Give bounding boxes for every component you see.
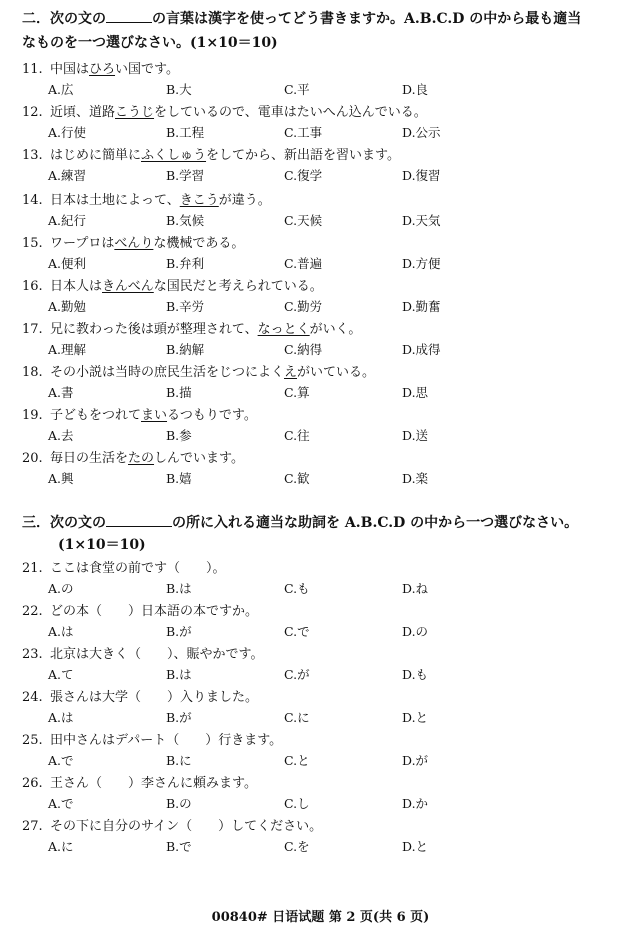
- question-21: [22, 560, 622, 578]
- question-text: はじめに簡単に: [50, 148, 142, 163]
- underlined-word: きんべん: [102, 279, 154, 294]
- section2-subtitle: なものを一つ選びなさい。(1×10＝10): [22, 35, 278, 51]
- option-c: C.復学: [284, 168, 323, 183]
- option-a: A.広: [48, 82, 74, 97]
- question-text: ここは食堂の前です（ ）。: [50, 561, 226, 576]
- question-19: [22, 407, 622, 425]
- option-d: D.公示: [402, 125, 441, 140]
- question-number: 17.: [22, 322, 43, 337]
- question-text: 兄に教わった後は頭が整理されて、: [50, 322, 258, 337]
- question-text: がいている。: [297, 365, 376, 380]
- option-a: A.興: [48, 471, 74, 486]
- option-d: D.が: [402, 753, 429, 768]
- option-b: B.気候: [166, 213, 205, 228]
- page-footer: 00840# 日语试题 第 2 页(共 6 页): [211, 910, 430, 925]
- option-a: A.練習: [48, 168, 87, 183]
- option-b: B.学習: [166, 168, 205, 183]
- option-c: C.し: [284, 796, 310, 811]
- question-13: [22, 147, 622, 165]
- question-text: な国民だと考えられている。: [153, 279, 323, 294]
- option-a: A.去: [48, 428, 74, 443]
- question-number: 23.: [22, 647, 43, 662]
- option-b: B.大: [166, 82, 192, 97]
- option-d: D.成得: [402, 342, 441, 357]
- question-text: 近頃、道路: [50, 105, 116, 120]
- question-15: [22, 235, 622, 253]
- option-c: C.天候: [284, 213, 323, 228]
- option-b: B.嬉: [166, 471, 192, 486]
- question-number: 27.: [22, 819, 43, 834]
- option-d: D.良: [402, 82, 429, 97]
- section3-title-b: の所に入れる適当な助詞を A.B.C.D の中から一つ選びなさい。: [172, 515, 579, 531]
- option-b: B.辛労: [166, 299, 205, 314]
- answer-blank: [106, 8, 152, 23]
- section2-title-a: 二．次の文の: [22, 11, 106, 27]
- question-number: 16.: [22, 279, 43, 294]
- section3-title-a: 三．次の文の: [22, 515, 106, 531]
- question-text: をしてから、新出語を習います。: [206, 148, 400, 163]
- option-b: B.参: [166, 428, 192, 443]
- option-c: C.が: [284, 667, 310, 682]
- option-c: C.勤労: [284, 299, 323, 314]
- option-d: D.天気: [402, 213, 441, 228]
- answer-blank: [106, 512, 172, 527]
- option-a: A.紀行: [48, 213, 87, 228]
- question-14: [22, 192, 622, 210]
- question-number: 19.: [22, 408, 43, 423]
- option-b: B.で: [166, 839, 192, 854]
- option-d: D.楽: [402, 471, 429, 486]
- option-c: C.工事: [284, 125, 323, 140]
- underlined-word: ひろ: [89, 62, 116, 77]
- option-a: A.勤勉: [48, 299, 87, 314]
- option-c: C.普遍: [284, 256, 323, 271]
- question-text: がいく。: [309, 322, 362, 337]
- section2-title-b: の言葉は漢字を使ってどう書きますか。A.B.C.D の中から最も適当: [152, 11, 582, 27]
- option-d: D.ね: [402, 581, 429, 596]
- question-22: [22, 603, 622, 621]
- option-d: D.送: [402, 428, 429, 443]
- option-c: C.に: [284, 710, 310, 725]
- option-b: B.描: [166, 385, 192, 400]
- option-d: D.復習: [402, 168, 441, 183]
- option-b: B.が: [166, 624, 192, 639]
- option-b: B.納解: [166, 342, 205, 357]
- question-text: その小説は当時の庶民生活をじつによく: [50, 365, 285, 380]
- underlined-word: べんり: [114, 236, 154, 251]
- option-a: A.で: [48, 753, 74, 768]
- underlined-word: ふくしゅう: [141, 148, 207, 163]
- option-a: A.便利: [48, 256, 87, 271]
- underlined-word: まい: [141, 408, 168, 423]
- option-d: D.勤奮: [402, 299, 441, 314]
- section2-title: [22, 8, 622, 30]
- question-text: 日本は土地によって、: [50, 193, 180, 208]
- question-text: 張さんは大学（ ）入りました。: [50, 690, 259, 705]
- section3-title: [22, 512, 622, 534]
- question-number: 13.: [22, 148, 43, 163]
- question-number: 26.: [22, 776, 43, 791]
- option-d: D.と: [402, 710, 429, 725]
- question-17: [22, 321, 622, 339]
- question-text: しんでいます。: [154, 451, 244, 466]
- question-text: どの本（ ）日本語の本ですか。: [50, 604, 259, 619]
- option-c: C.算: [284, 385, 310, 400]
- section3-subtitle: (1×10＝10): [58, 537, 146, 553]
- option-c: C.と: [284, 753, 310, 768]
- option-b: B.は: [166, 581, 192, 596]
- question-text: 田中さんはデパート（ ）行きます。: [50, 733, 283, 748]
- option-c: C.平: [284, 82, 310, 97]
- option-c: C.を: [284, 839, 310, 854]
- underlined-word: こうじ: [115, 105, 155, 120]
- underlined-word: きこう: [179, 193, 219, 208]
- question-text: 子どもをつれて: [50, 408, 142, 423]
- question-11: [22, 61, 622, 79]
- question-23: [22, 646, 622, 664]
- option-d: D.と: [402, 839, 429, 854]
- question-text: 中国は: [50, 62, 90, 77]
- question-text: 日本人は: [50, 279, 103, 294]
- question-text: な機械である。: [153, 236, 245, 251]
- question-number: 21.: [22, 561, 43, 576]
- question-26: [22, 775, 622, 793]
- question-number: 24.: [22, 690, 43, 705]
- option-b: B.に: [166, 753, 192, 768]
- option-a: A.行使: [48, 125, 87, 140]
- question-25: [22, 732, 622, 750]
- question-16: [22, 278, 622, 296]
- option-d: D.思: [402, 385, 429, 400]
- question-20: [22, 450, 622, 468]
- question-number: 22.: [22, 604, 43, 619]
- underlined-word: なっとく: [257, 322, 310, 337]
- question-text: その下に自分のサイン（ ）してください。: [50, 819, 323, 834]
- question-18: [22, 364, 622, 382]
- option-d: D.か: [402, 796, 429, 811]
- option-a: A.の: [48, 581, 74, 596]
- option-b: B.工程: [166, 125, 205, 140]
- option-c: C.で: [284, 624, 310, 639]
- question-12: [22, 104, 622, 122]
- option-d: D.も: [402, 667, 429, 682]
- question-27: [22, 818, 622, 836]
- option-a: A.で: [48, 796, 74, 811]
- option-b: B.の: [166, 796, 192, 811]
- underlined-word: え: [284, 365, 298, 380]
- option-a: A.理解: [48, 342, 87, 357]
- option-c: C.も: [284, 581, 310, 596]
- question-text: 北京は大きく（ ）、賑やかです。: [50, 647, 264, 662]
- question-number: 12.: [22, 105, 43, 120]
- option-a: A.は: [48, 624, 74, 639]
- question-text: ワープロは: [50, 236, 115, 251]
- question-number: 25.: [22, 733, 43, 748]
- option-d: D.の: [402, 624, 429, 639]
- question-number: 18.: [22, 365, 43, 380]
- option-c: C.往: [284, 428, 310, 443]
- question-text: をしているので、電車はたいへん込んでいる。: [154, 105, 427, 120]
- option-b: B.が: [166, 710, 192, 725]
- question-24: [22, 689, 622, 707]
- option-c: C.納得: [284, 342, 323, 357]
- question-number: 15.: [22, 236, 43, 251]
- question-text: が違う。: [218, 193, 271, 208]
- question-number: 14.: [22, 193, 43, 208]
- question-number: 11.: [22, 62, 43, 77]
- option-a: A.に: [48, 839, 74, 854]
- question-text: い国です。: [115, 62, 179, 77]
- option-b: B.は: [166, 667, 192, 682]
- underlined-word: たの: [128, 451, 155, 466]
- question-number: 20.: [22, 451, 43, 466]
- option-a: A.書: [48, 385, 74, 400]
- option-a: A.は: [48, 710, 74, 725]
- question-text: 王さん（ ）李さんに頼みます。: [50, 776, 257, 791]
- option-a: A.て: [48, 667, 74, 682]
- option-b: B.弁利: [166, 256, 205, 271]
- option-c: C.歓: [284, 471, 310, 486]
- option-d: D.方便: [402, 256, 441, 271]
- question-text: るつもりです。: [167, 408, 257, 423]
- question-text: 毎日の生活を: [50, 451, 129, 466]
